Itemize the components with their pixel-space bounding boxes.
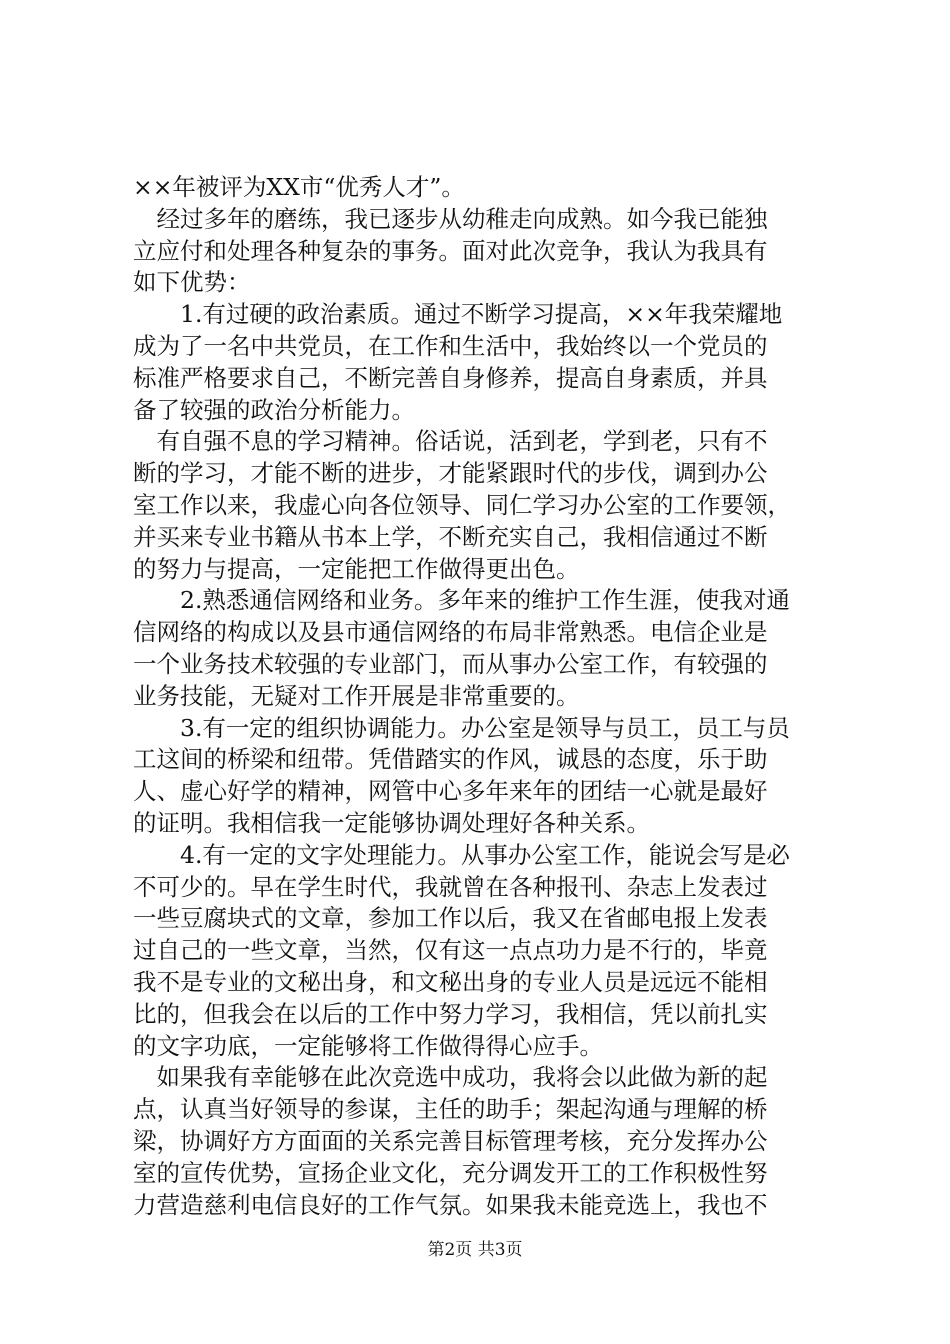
document-body [133, 172, 833, 1221]
text-line: 断的学习，才能不断的进步，才能紧跟时代的步伐，调到办公 [133, 459, 768, 488]
text-line: 的努力与提高，一定能把工作做得更出色。 [133, 554, 580, 583]
text-line: 立应付和处理各种复杂的事务。面对此次竞争，我认为我具有 [133, 236, 768, 265]
text-line: 信网络的构成以及县市通信网络的布局非常熟悉。电信企业是 [133, 618, 768, 647]
text-line: 比的，但我会在以后的工作中努力学习，我相信，凭以前扎实 [133, 999, 768, 1028]
page-footer: 第2页 共3页 [427, 1240, 523, 1260]
text-line: 成为了一名中共党员，在工作和生活中，我始终以一个党员的 [133, 331, 768, 360]
text-line: 备了较强的政治分析能力。 [133, 395, 415, 424]
text-line: 室工作以来，我虚心向各位领导、同仁学习办公室的工作要领， [133, 490, 791, 519]
text-line: 我不是专业的文秘出身，和文秘出身的专业人员是远远不能相 [133, 967, 768, 996]
text-line: 经过多年的磨练，我已逐步从幼稚走向成熟。如今我已能独 [133, 204, 768, 233]
text-line: 3.有一定的组织协调能力。办公室是领导与员工，员工与员 [133, 713, 790, 742]
text-line: 一些豆腐块式的文章，参加工作以后，我又在省邮电报上发表 [133, 904, 768, 933]
text-line: 点，认真当好领导的参谋，主任的助手；架起沟通与理解的桥 [133, 1095, 768, 1124]
text-line: 的证明。我相信我一定能够协调处理好各种关系。 [133, 808, 650, 837]
text-line: 工这间的桥梁和纽带。凭借踏实的作风，诚恳的态度，乐于助 [133, 745, 768, 774]
text-line: 梁，协调好方方面面的关系完善目标管理考核，充分发挥办公 [133, 1126, 768, 1155]
text-line: 1.有过硬的政治素质。通过不断学习提高，××年我荣耀地 [133, 300, 783, 329]
text-line: 不可少的。早在学生时代，我就曾在各种报刊、杂志上发表过 [133, 872, 768, 901]
text-line: 力营造慈利电信良好的工作气氛。如果我未能竞选上，我也不 [133, 1190, 768, 1219]
text-line: ××年被评为XX市“优秀人才”。 [133, 173, 465, 201]
text-line: 业务技能，无疑对工作开展是非常重要的。 [133, 681, 580, 710]
text-line: 过自己的一些文章，当然，仅有这一点点功力是不行的，毕竟 [133, 936, 768, 965]
text-line: 如下优势： [133, 268, 251, 297]
text-line: 一个业务技术较强的专业部门，而从事办公室工作，有较强的 [133, 649, 768, 678]
text-line: 2.熟悉通信网络和业务。多年来的维护工作生涯，使我对通 [133, 586, 790, 615]
text-line: 的文字功底，一定能够将工作做得得心应手。 [133, 1031, 603, 1060]
text-line: 标准严格要求自己，不断完善自身修养，提高自身素质，并具 [133, 363, 768, 392]
text-line: 并买来专业书籍从书本上学，不断充实自己，我相信通过不断 [133, 522, 768, 551]
text-line: 4.有一定的文字处理能力。从事办公室工作，能说会写是必 [133, 840, 790, 869]
text-line: 人、虚心好学的精神，网管中心多年来年的团结一心就是最好 [133, 777, 768, 806]
text-line: 如果我有幸能够在此次竞选中成功，我将会以此做为新的起 [133, 1063, 768, 1092]
text-line: 室的宣传优势，宣扬企业文化，充分调发开工的工作积极性努 [133, 1158, 768, 1187]
text-line: 有自强不息的学习精神。俗话说，活到老，学到老，只有不 [133, 427, 768, 456]
